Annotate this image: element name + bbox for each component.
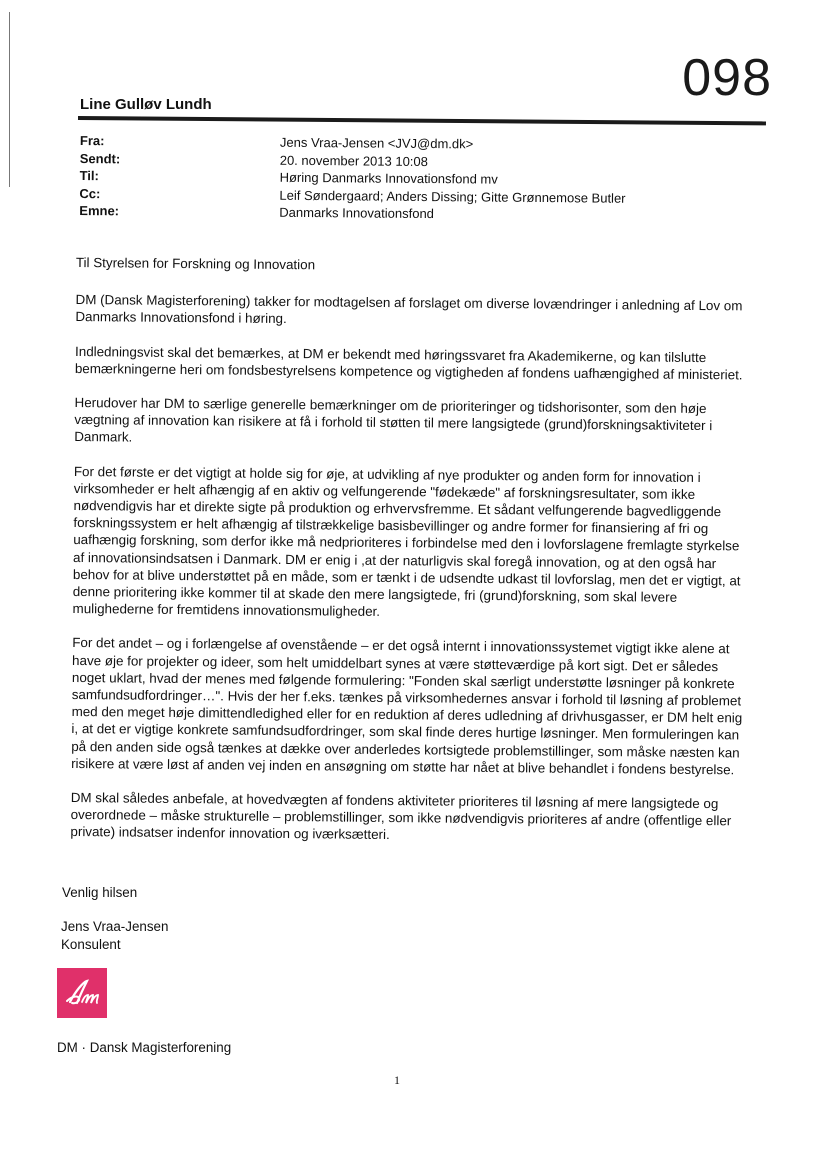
body-paragraph: For det andet – og i forlængelse af ovenstående – er det også internt i innovationssystemet vigtigt ikke alene at have øje for projekter og ideer, som helt umiddelbart synes at være støtteværdige på kort sigt. Det er således noget uklart, hvad der menes med følgende formulering: "Fonden skal særligt understøtte løsninger på konkrete samfundsudfordringer…". Hvis der her f.eks. tænkes på virksomhedernes ansvar i forhold til løsning af problemet med den meget høje dimittendledighed eller for en reduktion af deres udledning af drivhusgasser, er DM helt enig i, at det er vigtige konkrete samfundsudfordringer, som skal finde deres hurtige løsninger. Men formuleringen kan på den anden side også tænkes at dække over anderledes kortsigtede problemstillinger, som måske næsten kan risikere at være løst af anden vej inden en ansøgning om støtte har nået at blive behandlet i fondens bestyrelse. xyxy=(71,635,743,778)
header-value: Høring Danmarks Innovationsfond mv xyxy=(279,169,498,187)
signature xyxy=(61,918,168,954)
scan-edge-line xyxy=(9,12,10,187)
greeting: Til Styrelsen for Forskning og Innovation xyxy=(75,254,316,273)
header-label: Emne: xyxy=(79,203,120,219)
closing: Venlig hilsen xyxy=(62,885,138,900)
organization-name: DM · Dansk Magisterforening xyxy=(57,1040,232,1055)
dm-logo-mark xyxy=(57,968,107,1018)
body-paragraph: DM skal således anbefale, at hovedvægten af fondens aktiviteter prioriteres til løsning af mere langsigtede og overordnede – måske strukturelle – problemstillinger, som ikke nødvendigvis prioriteres af andre (offentlige eller private) indsatser indenfor innovation og iværksætteri. xyxy=(70,790,732,843)
document-number: 098 xyxy=(682,49,772,107)
header-value: Leif Søndergaard; Anders Dissing; Gitte Grønnemose Butler xyxy=(279,187,626,206)
body-paragraph: Indledningsvist skal det bemærkes, at DM er bekendt med høringssvaret fra Akademikerne, og kan tilslutte bemærkningerne heri om fondsbestyrelsens kompetence og vigtigheden af fondens uafhængighed af ministeriet. xyxy=(74,343,743,383)
email-header xyxy=(79,132,740,225)
header-value: 20. november 2013 10:08 xyxy=(279,152,428,169)
header-value: Danmarks Innovationsfond xyxy=(279,204,435,222)
dm-logo xyxy=(57,968,107,1018)
body-paragraph: DM (Dansk Magisterforening) takker for modtagelsen af forslaget om diverse lovændringer i anledning af Lov om Danmarks Innovationsfond i høring. xyxy=(75,292,743,327)
signature-name: Jens Vraa-Jensen xyxy=(61,919,169,934)
body-paragraph: Herudover har DM to særlige generelle bemærkninger om de prioriteringer og tidshorisonter, som den høje vægtning af innovation kan risikere at få i forhold til støtten til mere langsigtede (grund)forskningsaktiviteter i Danmark. xyxy=(74,395,713,445)
page-number: 1 xyxy=(394,1073,400,1087)
signature-title: Konsulent xyxy=(61,937,121,952)
header-label: Sendt: xyxy=(79,150,121,167)
sender-name: Line Gulløv Lundh xyxy=(80,96,212,113)
body-paragraph: For det første er det vigtigt at holde sig for øje, at udvikling af nye produkter og anden form for innovation i virksomheder er helt afhængig af en aktiv og velfungerende "fødekæde" af forskningsresultater, som ikke nødvendigvis har et direkte sigte på produktion og erhvervsfremme. Et sådant velfungerende bagvedliggende forskningssystem er helt afhængig af tilstrækkelige basisbevillinger og andre former for finansiering af fri og uafhængig forskning, som derfor ikke må nedprioriteres i forbindelse med den i lovforslagene fremlagte styrkelse af innovationsindsatsen i Danmark. DM er enig i ,at der naturligvis skal foregå innovation, og at den også har behov for at blive understøttet på en måde, som er tænkt i de udsendte udkast til lovforslag, men det er vigtigt, at denne prioritering ikke kommer til at skade den mere langsigtede, fri (grund)forskning, som skal levere mulighederne for fremtidens innovationsmuligheder. xyxy=(72,463,741,620)
header-divider xyxy=(78,116,766,125)
letter-body xyxy=(70,254,756,864)
header-label: Cc: xyxy=(79,185,101,201)
header-label: Til: xyxy=(79,168,99,184)
header-value: Jens Vraa-Jensen <JVJ@dm.dk> xyxy=(279,134,474,152)
header-label: Fra: xyxy=(79,133,105,149)
